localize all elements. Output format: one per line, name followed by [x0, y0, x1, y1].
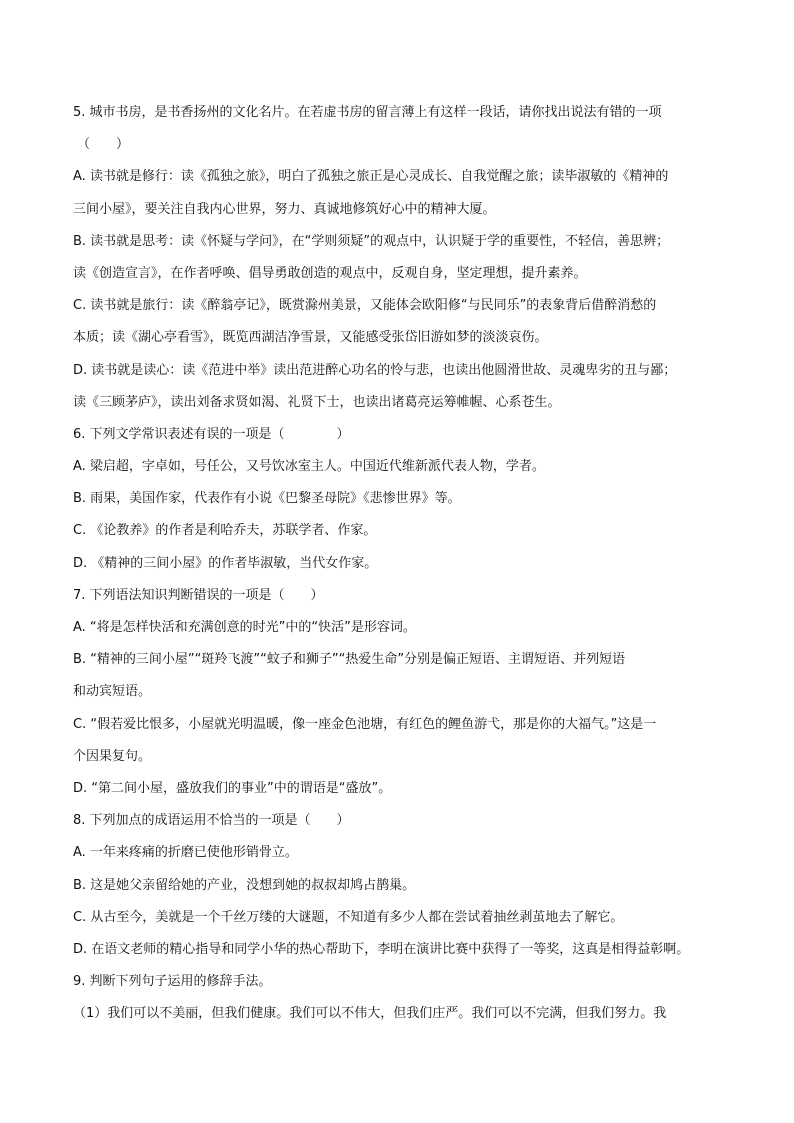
- q5-stem-line-1: 5. 城市书房，是书香扬州的文化名片。在若虚书房的留言薄上有这样一段话，请你找出说法有错的一项: [73, 105, 662, 120]
- q7-option-b-line-1: B. “精神的三间小屋”“斑羚飞渡”“蚊子和狮子”“热爱生命”分别是偏正短语、主谓短语、并列短语: [73, 652, 626, 668]
- q8-option-a: A. 一年来疼痛的折磨已使他形销骨立。: [73, 845, 298, 861]
- q5-option-d-line-2: 读《三顾茅庐》，读出刘备求贤如渴、礼贤下士，也读出诸葛亮运筹帷幄、心系苍生。: [73, 394, 561, 410]
- q6-stem: 6. 下列文学常识表述有误的一项是（ ）: [73, 426, 350, 442]
- q5-option-a-line-2: 三间小屋》，要关注自我内心世界，努力、真诚地修筑好心中的精神大厦。: [73, 201, 496, 217]
- q7-stem: 7. 下列语法知识判断错误的一项是（ ）: [73, 587, 324, 603]
- q5-option-c-line-2: 本质；读《湖心亭看雪》，既览西湖洁净雪景，又能感受张岱旧游如梦的淡淡哀伤。: [73, 330, 548, 346]
- q5-option-b-line-1: B. 读书就是思考：读《怀疑与学问》，在“学则须疑”的观点中，认识疑于学的重要性，不轻信，善思辨；: [73, 233, 670, 249]
- q8-option-b: B. 这是她父亲留给她的产业，没想到她的叔叔却鸠占鹊巢。: [73, 877, 416, 893]
- document-body: [73, 97, 723, 1030]
- q7-option-a: A. “将是怎样快活和充满创意的时光”中的“快活”是形容词。: [73, 620, 416, 635]
- q6-option-b: B. 雨果，美国作家，代表作有小说《巴黎圣母院》《悲惨世界》等。: [73, 491, 461, 507]
- q7-option-c-line-1: C. “假若爱比恨多，小屋就光明温暖，像一座金色池塘，有红色的鲤鱼游弋，那是你的大福气。”这是一: [73, 716, 657, 732]
- q5-option-b-line-2: 读《创造宣言》，在作者呼唤、倡导勇敢创造的观点中，反观自身，坚定理想，提升素养。: [73, 265, 587, 281]
- q6-option-a: A. 梁启超，字卓如，号任公，又号饮冰室主人。中国近代维新派代表人物，学者。: [73, 459, 545, 475]
- q5-option-c-line-1: C. 读书就是旅行：读《醉翁亭记》，既赏滁州美景，又能体会欧阳修“与民同乐”的表象背后借醉消愁的: [73, 298, 657, 314]
- q5-answer-bracket: （ ）: [77, 137, 130, 153]
- q5-option-a-line-1: A. 读书就是修行：读《孤独之旅》，明白了孤独之旅正是心灵成长、自我觉醒之旅；读毕淑敏的《精神的: [73, 169, 669, 185]
- q7-option-d: D. “第二间小屋，盛放我们的事业”中的谓语是“盛放”。: [73, 780, 392, 796]
- q6-option-c: C. 《论教养》的作者是利哈乔夫，苏联学者、作家。: [73, 523, 377, 539]
- q9-item-1-line-1: （1）我们可以不美丽，但我们健康。我们可以不伟大，但我们庄严。我们可以不完满，但我们努力。我: [73, 1006, 667, 1022]
- q7-option-c-line-2: 个因果复句。: [73, 748, 152, 764]
- q8-option-c: C. 从古至今，美就是一个千丝万缕的大谜题，不知道有多少人都在尝试着抽丝剥茧地去了解它。: [73, 909, 624, 925]
- q7-option-b-line-2: 和动宾短语。: [73, 684, 152, 700]
- q8-stem: 8. 下列加点的成语运用不恰当的一项是（ ）: [73, 813, 350, 829]
- q9-stem: 9. 判断下列句子运用的修辞手法。: [73, 974, 272, 990]
- q8-option-d: D. 在语文老师的精心指导和同学小华的热心帮助下，李明在演讲比赛中获得了一等奖，这真是相得益彰啊。: [73, 941, 690, 957]
- q6-option-d: D. 《精神的三间小屋》的作者毕淑敏，当代女作家。: [73, 555, 378, 571]
- q5-option-d-line-1: D. 读书就是读心：读《范进中举》读出范进醉心功名的怜与悲，也读出他圆滑世故、灵魂卑劣的丑与鄙；: [73, 362, 677, 378]
